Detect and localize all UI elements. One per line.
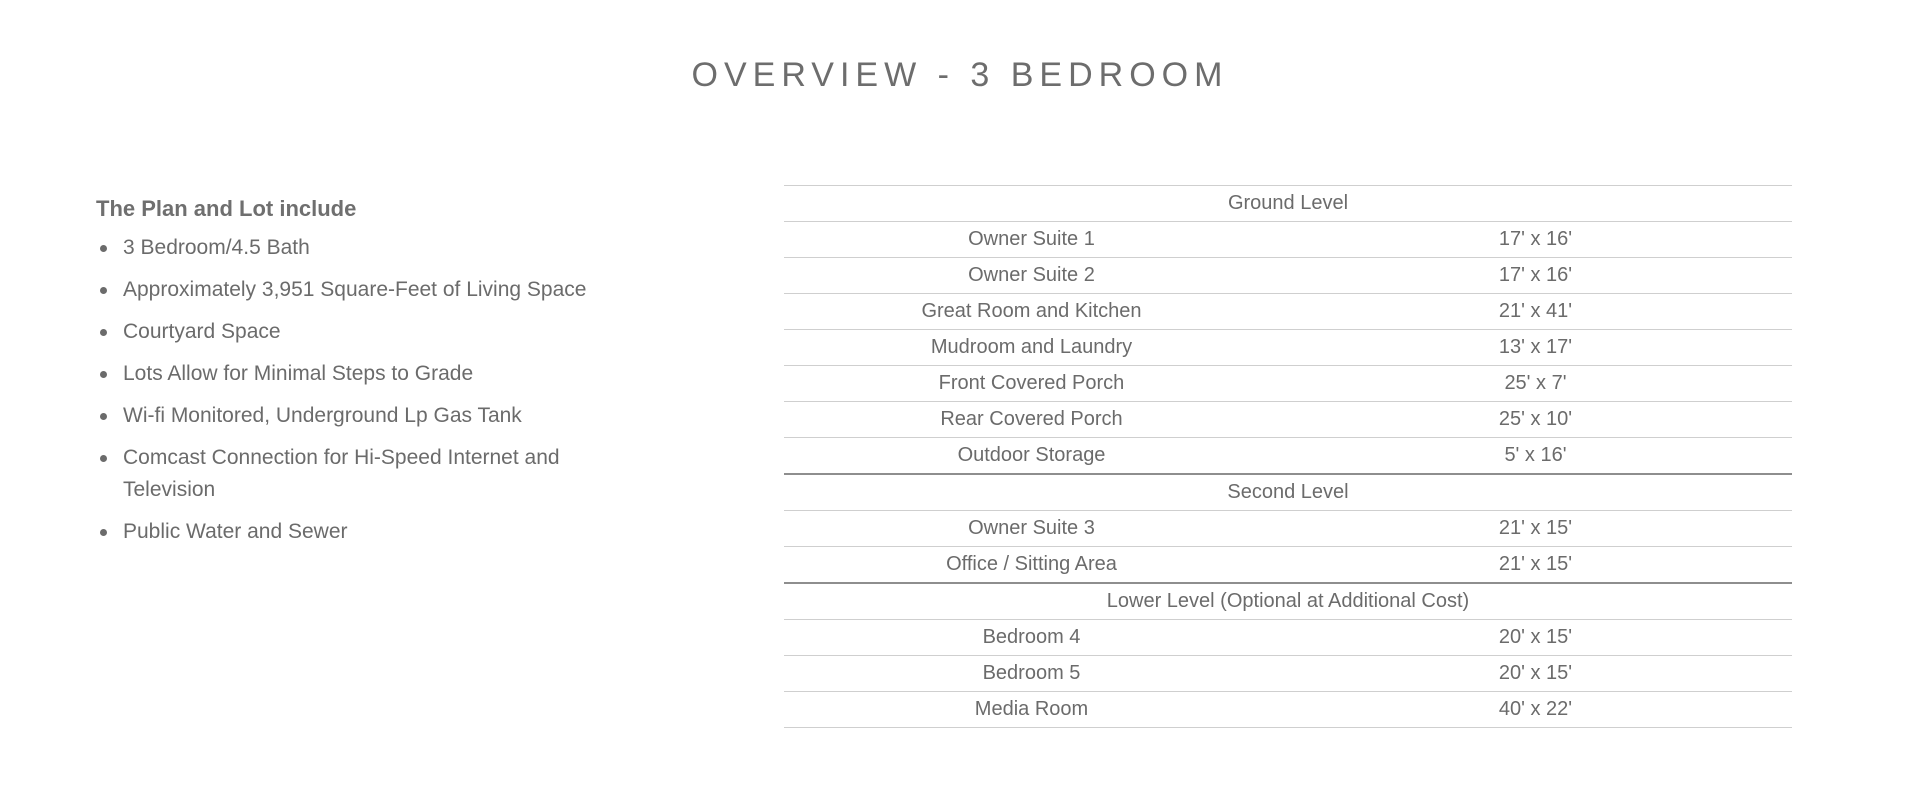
bullet-icon bbox=[100, 413, 107, 420]
room-size: 21' x 41' bbox=[1279, 294, 1792, 330]
room-size: 17' x 16' bbox=[1279, 258, 1792, 294]
bullet-icon bbox=[100, 455, 107, 462]
list-item bbox=[96, 442, 636, 506]
level-header: Second Level bbox=[784, 474, 1792, 511]
feature-text: 3 Bedroom/4.5 Bath bbox=[123, 236, 310, 259]
room-size: 5' x 16' bbox=[1279, 438, 1792, 475]
level-header-row bbox=[784, 474, 1792, 511]
list-item bbox=[96, 400, 636, 432]
feature-text: Lots Allow for Minimal Steps to Grade bbox=[123, 362, 474, 385]
level-header-row bbox=[784, 186, 1792, 222]
table-row bbox=[784, 294, 1792, 330]
room-size: 40' x 22' bbox=[1279, 692, 1792, 728]
room-size: 20' x 15' bbox=[1279, 656, 1792, 692]
table-row bbox=[784, 620, 1792, 656]
feature-text: Comcast Connection for Hi-Speed Internet and Television bbox=[123, 446, 560, 501]
feature-text: Public Water and Sewer bbox=[123, 520, 348, 543]
list-item bbox=[96, 274, 636, 306]
room-name: Bedroom 5 bbox=[784, 656, 1279, 692]
table-row bbox=[784, 438, 1792, 475]
room-size: 25' x 7' bbox=[1279, 366, 1792, 402]
bullet-icon bbox=[100, 287, 107, 294]
level-header-row bbox=[784, 583, 1792, 620]
table-row bbox=[784, 402, 1792, 438]
features-list bbox=[96, 232, 636, 548]
list-item bbox=[96, 358, 636, 390]
table-row bbox=[784, 656, 1792, 692]
table-row bbox=[784, 258, 1792, 294]
table-row bbox=[784, 330, 1792, 366]
room-dimensions-table bbox=[784, 185, 1792, 728]
bullet-icon bbox=[100, 329, 107, 336]
room-name: Rear Covered Porch bbox=[784, 402, 1279, 438]
list-item bbox=[96, 316, 636, 348]
list-item bbox=[96, 516, 636, 548]
list-item bbox=[96, 232, 636, 264]
room-size: 21' x 15' bbox=[1279, 547, 1792, 584]
room-size: 21' x 15' bbox=[1279, 511, 1792, 547]
table-row bbox=[784, 692, 1792, 728]
room-name: Office / Sitting Area bbox=[784, 547, 1279, 584]
room-name: Owner Suite 3 bbox=[784, 511, 1279, 547]
features-section bbox=[96, 196, 636, 558]
features-heading: The Plan and Lot include bbox=[96, 196, 357, 221]
room-name: Bedroom 4 bbox=[784, 620, 1279, 656]
room-name: Outdoor Storage bbox=[784, 438, 1279, 475]
room-name: Owner Suite 1 bbox=[784, 222, 1279, 258]
room-name: Great Room and Kitchen bbox=[784, 294, 1279, 330]
table-row bbox=[784, 222, 1792, 258]
room-name: Mudroom and Laundry bbox=[784, 330, 1279, 366]
room-size: 20' x 15' bbox=[1279, 620, 1792, 656]
bullet-icon bbox=[100, 371, 107, 378]
room-name: Front Covered Porch bbox=[784, 366, 1279, 402]
room-name: Owner Suite 2 bbox=[784, 258, 1279, 294]
room-size: 13' x 17' bbox=[1279, 330, 1792, 366]
room-size: 25' x 10' bbox=[1279, 402, 1792, 438]
feature-text: Wi-fi Monitored, Underground Lp Gas Tank bbox=[123, 404, 522, 427]
bullet-icon bbox=[100, 245, 107, 252]
level-header: Lower Level (Optional at Additional Cost) bbox=[784, 583, 1792, 620]
room-size: 17' x 16' bbox=[1279, 222, 1792, 258]
room-name: Media Room bbox=[784, 692, 1279, 728]
page-title: OVERVIEW - 3 BEDROOM bbox=[691, 56, 1229, 94]
table-row bbox=[784, 366, 1792, 402]
feature-text: Courtyard Space bbox=[123, 320, 281, 343]
bullet-icon bbox=[100, 529, 107, 536]
level-header: Ground Level bbox=[784, 186, 1792, 222]
table-row bbox=[784, 547, 1792, 584]
table-row bbox=[784, 511, 1792, 547]
feature-text: Approximately 3,951 Square-Feet of Living Space bbox=[123, 278, 587, 301]
